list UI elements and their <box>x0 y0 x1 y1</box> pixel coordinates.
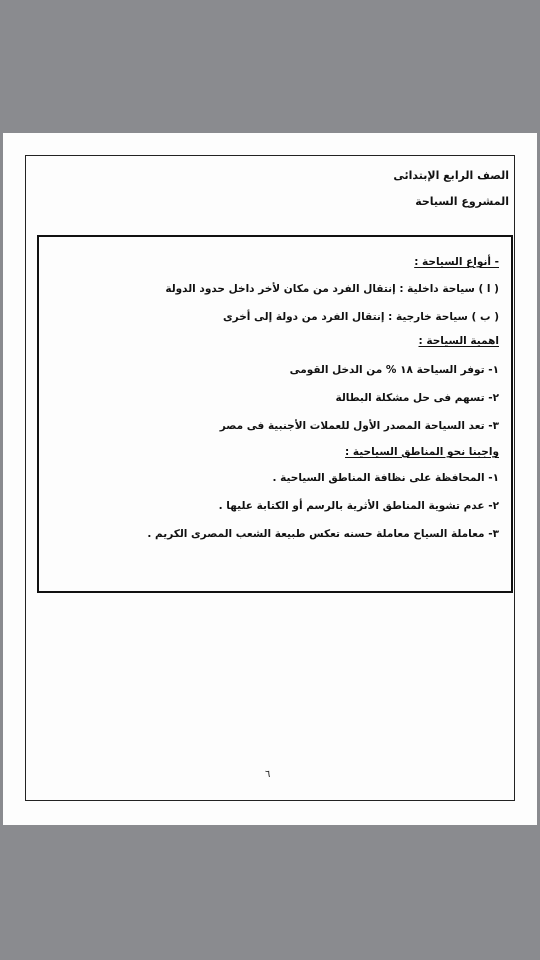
duties-item-3: ٣- معاملة السياح معاملة حسنه تعكس طبيعة الشعب المصرى الكريم . <box>147 528 499 540</box>
importance-item-1: ١- توفر السياحة ١٨ % من الدخل القومى <box>289 364 499 376</box>
types-heading: - أنواع السياحة : <box>414 256 499 268</box>
duties-item-2: ٢- عدم تشوية المناطق الأثرية بالرسم أو الكتابة عليها . <box>218 500 499 512</box>
importance-heading: اهمية السياحة : <box>418 335 499 347</box>
type-item-a: ( ا ) سياحة داخلية : إنتقال الفرد من مكان لأخر داخل حدود الدولة <box>165 283 499 295</box>
page-number: ٦ <box>265 769 271 780</box>
duties-heading: واجبنا نحو المناطق السياحية : <box>345 446 499 458</box>
importance-item-3: ٣- تعد السياحة المصدر الأول للعملات الأجنبية فى مصر <box>219 420 499 432</box>
type-item-b: ( ب ) سياحة خارجية : إنتقال الفرد من دولة إلى أخرى <box>223 311 499 323</box>
project-title: المشروع السياحة <box>415 195 509 208</box>
importance-item-2: ٢- تسهم فى حل مشكلة البطالة <box>335 392 499 404</box>
duties-item-1: ١- المحافظة على نظافة المناطق السياحية . <box>272 472 499 484</box>
grade-title: الصف الرابع الإبتدائى <box>393 169 509 182</box>
document-page <box>3 133 537 825</box>
